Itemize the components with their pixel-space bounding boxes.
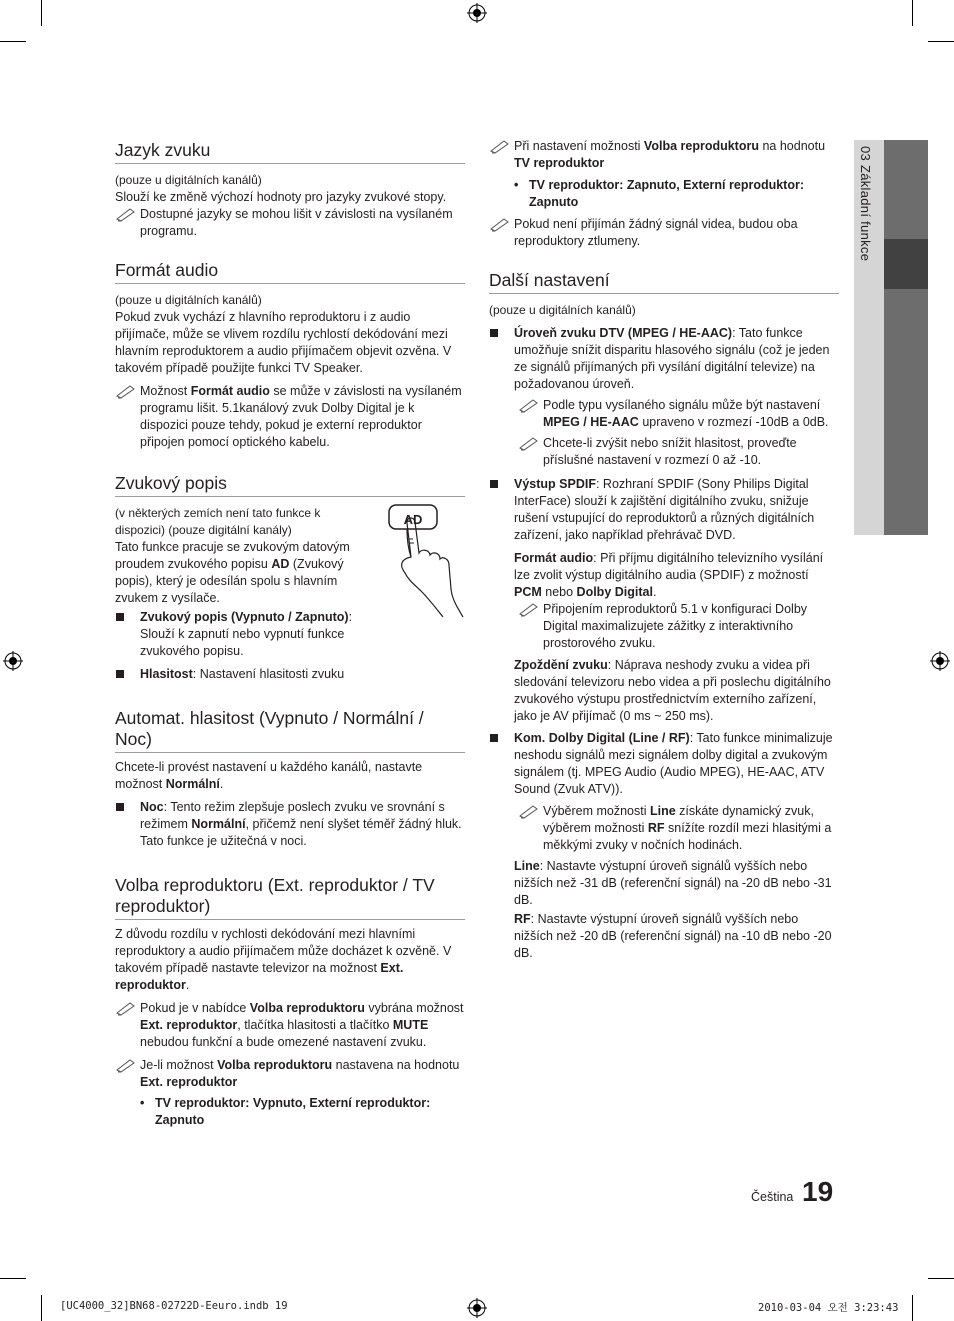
note <box>518 435 839 469</box>
section-volba-reproduktoru <box>115 875 465 1129</box>
paragraph <box>115 926 465 994</box>
bold: Volba reproduktoru <box>217 1058 333 1072</box>
bold: Zvukový popis (Vypnuto / Zapnuto) <box>140 610 349 624</box>
left-column <box>115 140 465 1129</box>
text: : Tato funkce minimalizuje neshodu signálů mezi signálem dolby digital a zvukovým signálem (tj. MPEG Audio (Audio MPEG), HE-AAC, ATV Sound (Zvuk ATV)). <box>514 731 833 796</box>
bold: Formát audio <box>514 551 594 565</box>
note-text: se může v závislosti na vysílaném programu lišit. 5.1kanálový zvuk Dolby Digital je k dispozici pouze tehdy, pokud je externí reproduktor připojen pomocí optického kabelu. <box>140 384 462 449</box>
text: Tato funkce pracuje se zvukovým datovým proudem zvukového popisu <box>115 540 350 571</box>
note <box>489 216 839 250</box>
footer-language: Čeština <box>751 1190 794 1204</box>
side-tab-active-marker <box>884 239 928 289</box>
text: snížíte rozdíl mezi hlasitými a měkkými zvuky v nočních hodinách. <box>543 821 832 852</box>
bullet-square-icon <box>490 480 498 488</box>
crop-mark <box>928 41 954 42</box>
section-jazyk-zvuku <box>115 140 465 240</box>
bullet-item <box>489 476 839 725</box>
text: Výběrem možnosti <box>543 804 650 818</box>
note <box>518 803 839 854</box>
bold: Ext. reproduktor <box>140 1018 238 1032</box>
text: na hodnotu <box>758 139 826 153</box>
section-zvukovy-popis <box>115 473 465 683</box>
print-slug-right: 2010-03-04 오전 3:23:43 <box>758 1302 899 1314</box>
note-pencil-icon <box>115 1057 137 1073</box>
crop-mark <box>0 1278 26 1279</box>
note-pencil-icon <box>115 206 137 222</box>
note-pencil-icon <box>115 1000 137 1016</box>
bold: Noc <box>140 800 164 814</box>
registration-mark-icon <box>930 651 950 671</box>
text: , tlačítka hlasitosti a tlačítko <box>237 1018 393 1032</box>
bold: TV reproduktor <box>514 156 605 170</box>
text: nebo <box>541 585 577 599</box>
section-title: Formát audio <box>115 260 465 284</box>
print-slug-left: [UC4000_32]BN68-02722D-Eeuro.indb 19 <box>60 1300 288 1312</box>
text: : Při příjmu digitálního televizního vysílání lze zvolit výstup digitálního audia (SPDIF) z možností <box>514 551 824 582</box>
text: . <box>652 585 657 599</box>
section-subtitle: (pouze u digitálních kanálů) <box>115 173 262 187</box>
paragraph: Pokud zvuk vychází z hlavního reproduktoru i z audio přijímače, může se vlivem rozdílu rychlostí dekódování mezi hlavním reproduktorem a audio přijímačem objevit ozvěna. V takovém případě použijte funkci TV Speaker. <box>115 310 452 375</box>
section-title: Automat. hlasitost (Vypnuto / Normální / Noc) <box>115 708 465 753</box>
note-text: Možnost <box>140 384 191 398</box>
side-tab-label: 03 Základní funkce <box>858 146 873 262</box>
paragraph <box>514 550 839 601</box>
bullet-dot-icon: • <box>140 1096 145 1110</box>
crop-mark <box>0 41 26 42</box>
bullet-item <box>115 799 465 850</box>
registration-mark-icon <box>467 3 487 23</box>
section-format-audio <box>115 260 465 451</box>
text: Je-li možnost <box>140 1058 218 1072</box>
text: : Náprava neshody zvuku a videa při sledování televizoru nebo videa a při poslechu digitálního zvukového výstupu prostřednictvím externího zařízení, jako je AV přijímač (0 ms ~ 250 ms). <box>514 658 831 723</box>
text: Podle typu vysílaného signálu může být nastavení <box>543 398 821 412</box>
bold: Line <box>514 859 540 873</box>
bold: AD <box>271 557 290 571</box>
section-title: Zvukový popis <box>115 473 465 497</box>
text: TV reproduktor: Zapnuto, Externí reproduktor: Zapnuto <box>529 178 805 209</box>
section-title: Jazyk zvuku <box>115 140 465 164</box>
text: Při nastavení možnosti <box>514 139 644 153</box>
note-pencil-icon <box>115 383 137 399</box>
note <box>489 138 839 172</box>
note <box>518 601 839 652</box>
text: , přičemž není slyšet téměř žádný hluk. Tato funkce je užitečná v noci. <box>140 817 462 848</box>
bullet-item <box>489 325 839 469</box>
bold: Zpoždění zvuku <box>514 658 608 672</box>
bold: RF <box>647 821 665 835</box>
ad-button: AD <box>403 512 423 527</box>
section-automat-hlasitost <box>115 708 465 850</box>
note-text: Pokud není přijímán žádný signál videa, budou oba reproduktory ztlumeny. <box>514 217 798 248</box>
bullet-dot-icon: • <box>514 178 519 192</box>
text: . <box>219 777 224 791</box>
note-pencil-icon <box>518 601 540 617</box>
text: : Nastavte výstupní úroveň signálů vyšších nebo nižších než -31 dB (referenční signál) na -20 dB nebo -31 dB. <box>514 859 832 907</box>
section-dalsi-nastaveni <box>489 270 839 962</box>
note <box>115 206 465 240</box>
text: Chcete-li provést nastavení u každého kanálů, nastavte možnost <box>115 760 423 791</box>
section-subtitle: (pouze u digitálních kanálů) <box>489 303 636 317</box>
text: upraveno v rozmezí -10dB a 0dB. <box>638 415 829 429</box>
text: : Tento režim zlepšuje poslech zvuku ve srovnání s režimem <box>140 800 445 831</box>
bold: MUTE <box>392 1018 429 1032</box>
bold: Hlasitost <box>140 667 193 681</box>
note-text: Dostupné jazyky se mohou lišit v závislosti na vysílaném programu. <box>140 207 453 238</box>
note-bold: Formát audio <box>190 384 270 398</box>
text: vybrána možnost <box>364 1001 464 1015</box>
section-subtitle: (pouze u digitálních kanálů) <box>115 293 262 307</box>
text: : Tato funkce umožňuje snížit disparitu hlasového signálu (což je jeden ze signálů přijímaných při vysílání digitální televize) na požadovanou úroveň. <box>514 326 830 391</box>
bold: Úroveň zvuku DTV (MPEG / HE-AAC) <box>514 326 733 340</box>
text: : Nastavení hlasitosti zvuku <box>192 667 345 681</box>
section-title: Další nastavení <box>489 270 839 294</box>
paragraph <box>514 911 839 962</box>
text: (Zvukový popis), který je odesílán spolu s hlavním zvukem z vysílače. <box>115 557 344 605</box>
bold: Ext. reproduktor <box>140 1075 238 1089</box>
paragraph <box>514 858 839 909</box>
bullet-square-icon <box>490 329 498 337</box>
crop-mark <box>41 0 42 26</box>
bold: Normální <box>165 777 220 791</box>
bold: Výstup SPDIF <box>514 477 596 491</box>
text: získáte dynamický zvuk, výběrem možnosti <box>543 804 814 835</box>
dot-item <box>140 1095 465 1129</box>
note <box>115 383 465 451</box>
bold: MPEG / HE-AAC <box>543 415 639 429</box>
bold: Volba reproduktoru <box>249 1001 365 1015</box>
paragraph <box>115 539 355 607</box>
note <box>115 1000 465 1051</box>
dot-item <box>514 177 829 211</box>
text: nastavena na hodnotu <box>332 1058 460 1072</box>
paragraph <box>115 759 465 793</box>
note-pencil-icon <box>518 435 540 451</box>
note-text: Připojením reproduktorů 5.1 v konfiguraci Dolby Digital maximalizujete zážitky z interaktivního prostorového zvuku. <box>543 602 808 650</box>
bullet-item <box>489 730 839 962</box>
bold: RF <box>514 912 531 926</box>
note <box>518 397 839 431</box>
note-text: Chcete-li zvýšit nebo snížit hlasitost, proveďte příslušné nastavení v rozmezí 0 až -10. <box>543 436 797 467</box>
note-pencil-icon <box>489 216 511 232</box>
note <box>115 1057 465 1091</box>
bullet-item <box>115 666 465 683</box>
bullet-square-icon <box>116 803 124 811</box>
text: TV reproduktor: Vypnuto, Externí reproduktor: Zapnuto <box>155 1096 431 1127</box>
bold: Volba reproduktoru <box>643 139 759 153</box>
bullet-square-icon <box>116 613 124 621</box>
text: . <box>185 978 190 992</box>
side-tab-marker <box>884 140 928 535</box>
text: : Rozhraní SPDIF (Sony Philips Digital InterFace) slouží k zajištění digitálního zvuku, snižuje rušení vstupující do reproduktorů a různých digitálních zařízení, jako například přehrávač DVD. <box>514 477 815 542</box>
text: : Nastavte výstupní úroveň signálů vyšších nebo nižších než -20 dB (referenční signál) na -10 dB nebo -20 dB. <box>514 912 832 960</box>
bold: Line <box>649 804 676 818</box>
note-pencil-icon <box>518 803 540 819</box>
crop-mark <box>928 1278 954 1279</box>
bold: Normální <box>191 817 246 831</box>
text: Z důvodu rozdílu v rychlosti dekódování mezi hlavními reproduktory a audio přijímačem může docházet k ozvěně. V takovém případě nastavte televizor na možnost <box>115 927 452 975</box>
bullet-square-icon <box>116 670 124 678</box>
bold: Ext. reproduktor <box>115 961 404 992</box>
paragraph: Slouží ke změně výchozí hodnoty pro jazyky zvukové stopy. <box>115 190 447 204</box>
page-number: 19 <box>802 1176 834 1207</box>
note-pencil-icon <box>489 138 511 154</box>
bullet-item <box>115 609 365 660</box>
bullet-square-icon <box>490 734 498 742</box>
section-title: Volba reproduktoru (Ext. reproduktor / TV reproduktor) <box>115 875 465 920</box>
crop-mark <box>912 1295 913 1321</box>
text: : Slouží k zapnutí nebo vypnutí funkce zvukového popisu. <box>140 610 353 658</box>
text: Pokud je v nabídce <box>140 1001 250 1015</box>
right-column <box>489 138 839 962</box>
bold: PCM <box>514 585 542 599</box>
crop-mark <box>912 0 913 26</box>
registration-mark-icon <box>467 1298 487 1318</box>
note-pencil-icon <box>518 397 540 413</box>
text: nebudou funkční a bude omezené nastavení zvuku. <box>140 1035 427 1049</box>
registration-mark-icon <box>3 651 23 671</box>
section-subtitle: (v některých zemích není tato funkce k dispozici) (pouze digitální kanály) <box>115 506 321 537</box>
bold: Kom. Dolby Digital (Line / RF) <box>514 731 690 745</box>
bold: Dolby Digital <box>576 585 653 599</box>
crop-mark <box>41 1295 42 1321</box>
paragraph <box>514 657 839 725</box>
